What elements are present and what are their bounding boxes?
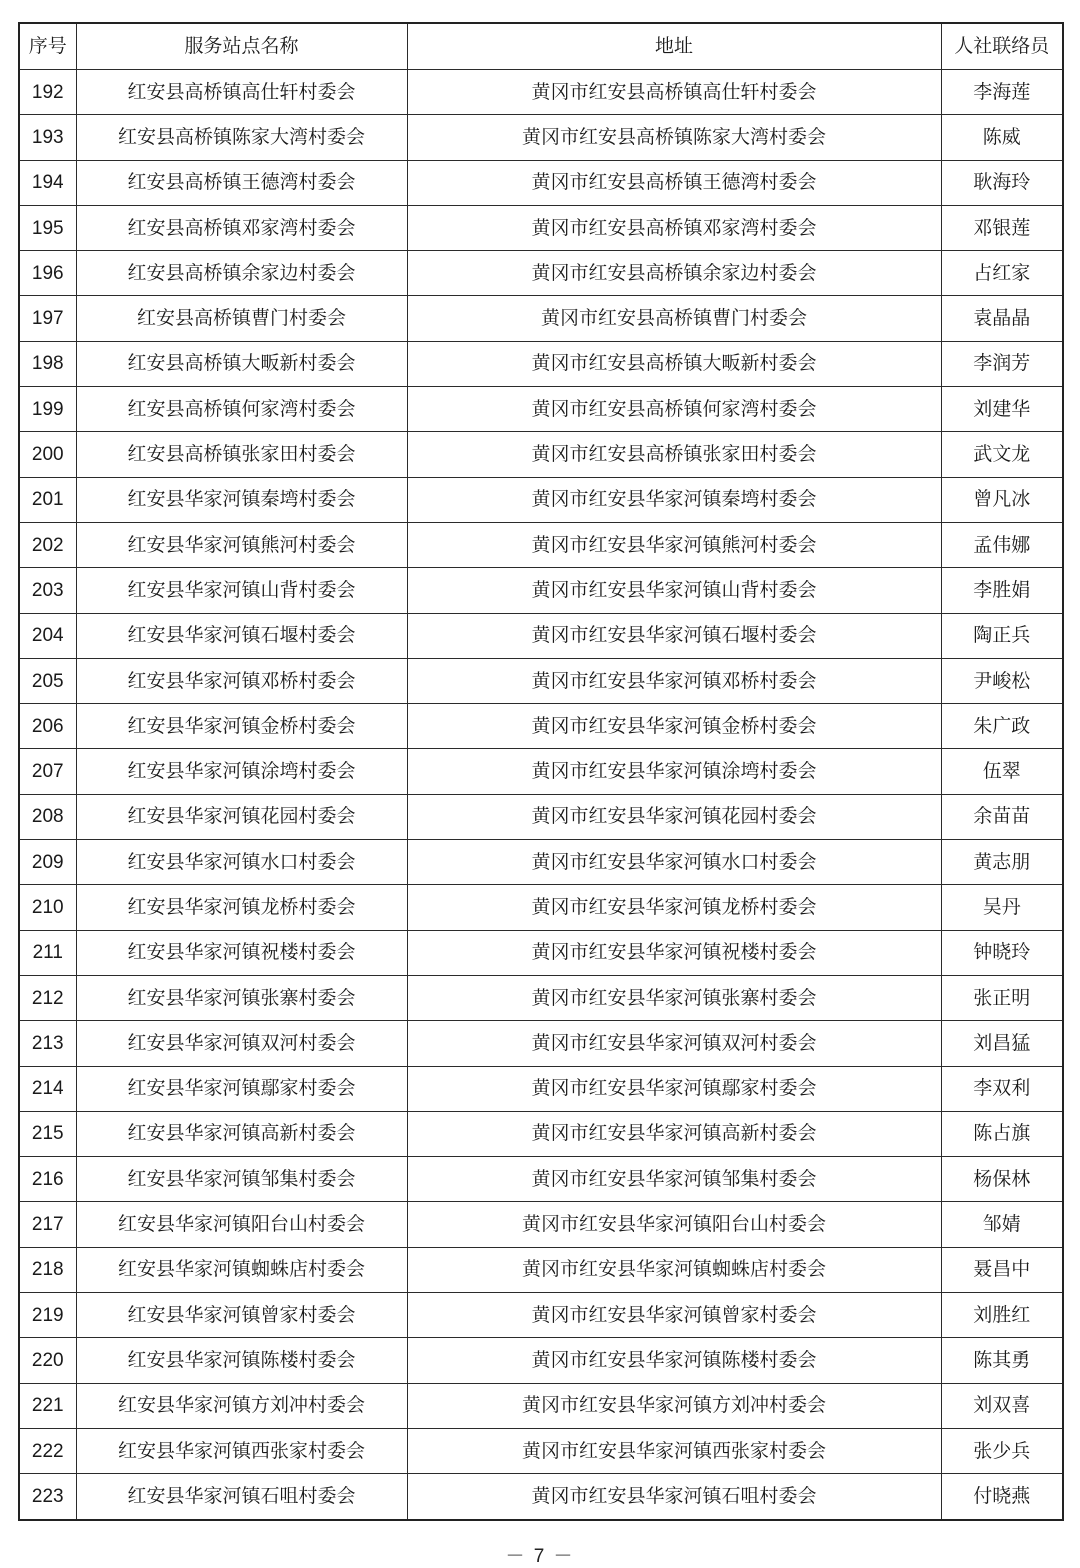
header-contact: 人社联络员 bbox=[941, 23, 1063, 70]
cell-station-name: 红安县华家河镇高新村委会 bbox=[76, 1111, 407, 1156]
header-row bbox=[19, 23, 1063, 70]
cell-seq: 195 bbox=[19, 205, 76, 250]
cell-station-name: 红安县华家河镇涂塆村委会 bbox=[76, 749, 407, 794]
cell-seq: 194 bbox=[19, 160, 76, 205]
table-row bbox=[19, 70, 1063, 115]
cell-station-name: 红安县华家河镇邹集村委会 bbox=[76, 1157, 407, 1202]
table-row bbox=[19, 568, 1063, 613]
cell-seq: 206 bbox=[19, 704, 76, 749]
cell-address: 黄冈市红安县高桥镇曹门村委会 bbox=[407, 296, 941, 341]
cell-seq: 207 bbox=[19, 749, 76, 794]
table-row bbox=[19, 160, 1063, 205]
cell-seq: 198 bbox=[19, 341, 76, 386]
cell-contact: 李润芳 bbox=[941, 341, 1063, 386]
cell-station-name: 红安县华家河镇石咀村委会 bbox=[76, 1474, 407, 1520]
cell-station-name: 红安县高桥镇曹门村委会 bbox=[76, 296, 407, 341]
cell-contact: 朱广政 bbox=[941, 704, 1063, 749]
cell-seq: 219 bbox=[19, 1293, 76, 1338]
cell-seq: 220 bbox=[19, 1338, 76, 1383]
table-row bbox=[19, 1157, 1063, 1202]
table-row bbox=[19, 432, 1063, 477]
cell-station-name: 红安县高桥镇陈家大湾村委会 bbox=[76, 115, 407, 160]
cell-seq: 203 bbox=[19, 568, 76, 613]
cell-seq: 205 bbox=[19, 658, 76, 703]
cell-station-name: 红安县华家河镇金桥村委会 bbox=[76, 704, 407, 749]
cell-station-name: 红安县高桥镇邓家湾村委会 bbox=[76, 205, 407, 250]
cell-address: 黄冈市红安县华家河镇曾家村委会 bbox=[407, 1293, 941, 1338]
cell-station-name: 红安县华家河镇双河村委会 bbox=[76, 1021, 407, 1066]
table-row bbox=[19, 1338, 1063, 1383]
table-row bbox=[19, 1066, 1063, 1111]
cell-address: 黄冈市红安县华家河镇山背村委会 bbox=[407, 568, 941, 613]
cell-address: 黄冈市红安县高桥镇邓家湾村委会 bbox=[407, 205, 941, 250]
table-row bbox=[19, 1021, 1063, 1066]
cell-address: 黄冈市红安县高桥镇大畈新村委会 bbox=[407, 341, 941, 386]
cell-address: 黄冈市红安县华家河镇陈楼村委会 bbox=[407, 1338, 941, 1383]
cell-address: 黄冈市红安县华家河镇石咀村委会 bbox=[407, 1474, 941, 1520]
cell-contact: 张少兵 bbox=[941, 1428, 1063, 1473]
cell-address: 黄冈市红安县华家河镇龙桥村委会 bbox=[407, 885, 941, 930]
cell-station-name: 红安县华家河镇张寨村委会 bbox=[76, 975, 407, 1020]
service-station-table bbox=[18, 22, 1064, 1521]
cell-contact: 尹峻松 bbox=[941, 658, 1063, 703]
cell-contact: 聂昌中 bbox=[941, 1247, 1063, 1292]
cell-address: 黄冈市红安县华家河镇蜘蛛店村委会 bbox=[407, 1247, 941, 1292]
cell-address: 黄冈市红安县华家河镇熊河村委会 bbox=[407, 522, 941, 567]
cell-address: 黄冈市红安县华家河镇邓桥村委会 bbox=[407, 658, 941, 703]
cell-seq: 212 bbox=[19, 975, 76, 1020]
cell-station-name: 红安县华家河镇祝楼村委会 bbox=[76, 930, 407, 975]
cell-station-name: 红安县华家河镇陈楼村委会 bbox=[76, 1338, 407, 1383]
table-row bbox=[19, 115, 1063, 160]
table-header bbox=[19, 23, 1063, 70]
page-number: － 7 － bbox=[505, 1546, 575, 1567]
cell-station-name: 红安县高桥镇王德湾村委会 bbox=[76, 160, 407, 205]
cell-station-name: 红安县高桥镇大畈新村委会 bbox=[76, 341, 407, 386]
cell-station-name: 红安县华家河镇邓桥村委会 bbox=[76, 658, 407, 703]
cell-contact: 钟晓玲 bbox=[941, 930, 1063, 975]
table-row bbox=[19, 1293, 1063, 1338]
cell-station-name: 红安县华家河镇秦塆村委会 bbox=[76, 477, 407, 522]
table-row bbox=[19, 794, 1063, 839]
table-row bbox=[19, 613, 1063, 658]
cell-contact: 占红家 bbox=[941, 251, 1063, 296]
cell-station-name: 红安县华家河镇蜘蛛店村委会 bbox=[76, 1247, 407, 1292]
cell-seq: 216 bbox=[19, 1157, 76, 1202]
table-row bbox=[19, 341, 1063, 386]
cell-seq: 193 bbox=[19, 115, 76, 160]
table-row bbox=[19, 251, 1063, 296]
table-row bbox=[19, 1474, 1063, 1520]
cell-seq: 192 bbox=[19, 70, 76, 115]
cell-contact: 武文龙 bbox=[941, 432, 1063, 477]
header-address: 地址 bbox=[407, 23, 941, 70]
table-row bbox=[19, 1247, 1063, 1292]
cell-station-name: 红安县华家河镇曾家村委会 bbox=[76, 1293, 407, 1338]
cell-contact: 吴丹 bbox=[941, 885, 1063, 930]
cell-station-name: 红安县华家河镇西张家村委会 bbox=[76, 1428, 407, 1473]
cell-address: 黄冈市红安县华家河镇方刘冲村委会 bbox=[407, 1383, 941, 1428]
table-row bbox=[19, 1383, 1063, 1428]
cell-seq: 208 bbox=[19, 794, 76, 839]
table-row bbox=[19, 749, 1063, 794]
cell-seq: 204 bbox=[19, 613, 76, 658]
cell-station-name: 红安县高桥镇张家田村委会 bbox=[76, 432, 407, 477]
cell-address: 黄冈市红安县华家河镇邹集村委会 bbox=[407, 1157, 941, 1202]
cell-seq: 217 bbox=[19, 1202, 76, 1247]
cell-seq: 215 bbox=[19, 1111, 76, 1156]
cell-seq: 202 bbox=[19, 522, 76, 567]
cell-address: 黄冈市红安县华家河镇水口村委会 bbox=[407, 840, 941, 885]
cell-seq: 223 bbox=[19, 1474, 76, 1520]
cell-address: 黄冈市红安县华家河镇高新村委会 bbox=[407, 1111, 941, 1156]
table-row bbox=[19, 477, 1063, 522]
cell-contact: 孟伟娜 bbox=[941, 522, 1063, 567]
cell-seq: 196 bbox=[19, 251, 76, 296]
cell-address: 黄冈市红安县华家河镇涂塆村委会 bbox=[407, 749, 941, 794]
cell-contact: 张正明 bbox=[941, 975, 1063, 1020]
cell-station-name: 红安县华家河镇鄢家村委会 bbox=[76, 1066, 407, 1111]
cell-contact: 杨保林 bbox=[941, 1157, 1063, 1202]
cell-contact: 陶正兵 bbox=[941, 613, 1063, 658]
cell-contact: 陈其勇 bbox=[941, 1338, 1063, 1383]
cell-address: 黄冈市红安县华家河镇花园村委会 bbox=[407, 794, 941, 839]
table-row bbox=[19, 296, 1063, 341]
cell-station-name: 红安县高桥镇高仕轩村委会 bbox=[76, 70, 407, 115]
table-row bbox=[19, 840, 1063, 885]
cell-station-name: 红安县高桥镇余家边村委会 bbox=[76, 251, 407, 296]
cell-station-name: 红安县高桥镇何家湾村委会 bbox=[76, 387, 407, 432]
cell-address: 黄冈市红安县高桥镇高仕轩村委会 bbox=[407, 70, 941, 115]
table-row bbox=[19, 930, 1063, 975]
table-row bbox=[19, 704, 1063, 749]
cell-address: 黄冈市红安县华家河镇秦塆村委会 bbox=[407, 477, 941, 522]
table-row bbox=[19, 1202, 1063, 1247]
cell-contact: 李双利 bbox=[941, 1066, 1063, 1111]
cell-contact: 黄志朋 bbox=[941, 840, 1063, 885]
cell-address: 黄冈市红安县高桥镇王德湾村委会 bbox=[407, 160, 941, 205]
table-row bbox=[19, 1111, 1063, 1156]
document-page bbox=[18, 22, 1062, 1521]
cell-contact: 邓银莲 bbox=[941, 205, 1063, 250]
header-station-name: 服务站点名称 bbox=[76, 23, 407, 70]
table-row bbox=[19, 885, 1063, 930]
cell-contact: 刘双喜 bbox=[941, 1383, 1063, 1428]
table-row bbox=[19, 205, 1063, 250]
table-body bbox=[19, 70, 1063, 1520]
cell-contact: 刘建华 bbox=[941, 387, 1063, 432]
cell-contact: 陈威 bbox=[941, 115, 1063, 160]
cell-contact: 余苗苗 bbox=[941, 794, 1063, 839]
table-row bbox=[19, 975, 1063, 1020]
cell-seq: 211 bbox=[19, 930, 76, 975]
cell-seq: 199 bbox=[19, 387, 76, 432]
cell-seq: 222 bbox=[19, 1428, 76, 1473]
cell-address: 黄冈市红安县华家河镇阳台山村委会 bbox=[407, 1202, 941, 1247]
cell-address: 黄冈市红安县华家河镇石堰村委会 bbox=[407, 613, 941, 658]
cell-contact: 刘昌猛 bbox=[941, 1021, 1063, 1066]
cell-seq: 218 bbox=[19, 1247, 76, 1292]
cell-contact: 李胜娟 bbox=[941, 568, 1063, 613]
cell-contact: 伍翠 bbox=[941, 749, 1063, 794]
cell-address: 黄冈市红安县华家河镇金桥村委会 bbox=[407, 704, 941, 749]
cell-contact: 邹婧 bbox=[941, 1202, 1063, 1247]
cell-station-name: 红安县华家河镇方刘冲村委会 bbox=[76, 1383, 407, 1428]
table-row bbox=[19, 387, 1063, 432]
cell-seq: 210 bbox=[19, 885, 76, 930]
cell-address: 黄冈市红安县华家河镇双河村委会 bbox=[407, 1021, 941, 1066]
cell-seq: 213 bbox=[19, 1021, 76, 1066]
cell-station-name: 红安县华家河镇龙桥村委会 bbox=[76, 885, 407, 930]
cell-contact: 耿海玲 bbox=[941, 160, 1063, 205]
cell-station-name: 红安县华家河镇熊河村委会 bbox=[76, 522, 407, 567]
cell-station-name: 红安县华家河镇阳台山村委会 bbox=[76, 1202, 407, 1247]
cell-contact: 刘胜红 bbox=[941, 1293, 1063, 1338]
cell-contact: 曾凡冰 bbox=[941, 477, 1063, 522]
cell-station-name: 红安县华家河镇水口村委会 bbox=[76, 840, 407, 885]
cell-seq: 214 bbox=[19, 1066, 76, 1111]
cell-address: 黄冈市红安县华家河镇张寨村委会 bbox=[407, 975, 941, 1020]
cell-contact: 陈占旗 bbox=[941, 1111, 1063, 1156]
cell-address: 黄冈市红安县高桥镇陈家大湾村委会 bbox=[407, 115, 941, 160]
cell-address: 黄冈市红安县高桥镇余家边村委会 bbox=[407, 251, 941, 296]
cell-seq: 201 bbox=[19, 477, 76, 522]
table-row bbox=[19, 658, 1063, 703]
cell-address: 黄冈市红安县高桥镇何家湾村委会 bbox=[407, 387, 941, 432]
cell-station-name: 红安县华家河镇石堰村委会 bbox=[76, 613, 407, 658]
cell-contact: 付晓燕 bbox=[941, 1474, 1063, 1520]
cell-address: 黄冈市红安县华家河镇西张家村委会 bbox=[407, 1428, 941, 1473]
cell-seq: 209 bbox=[19, 840, 76, 885]
cell-address: 黄冈市红安县华家河镇祝楼村委会 bbox=[407, 930, 941, 975]
cell-station-name: 红安县华家河镇花园村委会 bbox=[76, 794, 407, 839]
cell-seq: 221 bbox=[19, 1383, 76, 1428]
cell-contact: 李海莲 bbox=[941, 70, 1063, 115]
header-seq: 序号 bbox=[19, 23, 76, 70]
cell-seq: 200 bbox=[19, 432, 76, 477]
cell-contact: 袁晶晶 bbox=[941, 296, 1063, 341]
table-row bbox=[19, 522, 1063, 567]
cell-address: 黄冈市红安县华家河镇鄢家村委会 bbox=[407, 1066, 941, 1111]
table-row bbox=[19, 1428, 1063, 1473]
cell-station-name: 红安县华家河镇山背村委会 bbox=[76, 568, 407, 613]
cell-seq: 197 bbox=[19, 296, 76, 341]
cell-address: 黄冈市红安县高桥镇张家田村委会 bbox=[407, 432, 941, 477]
